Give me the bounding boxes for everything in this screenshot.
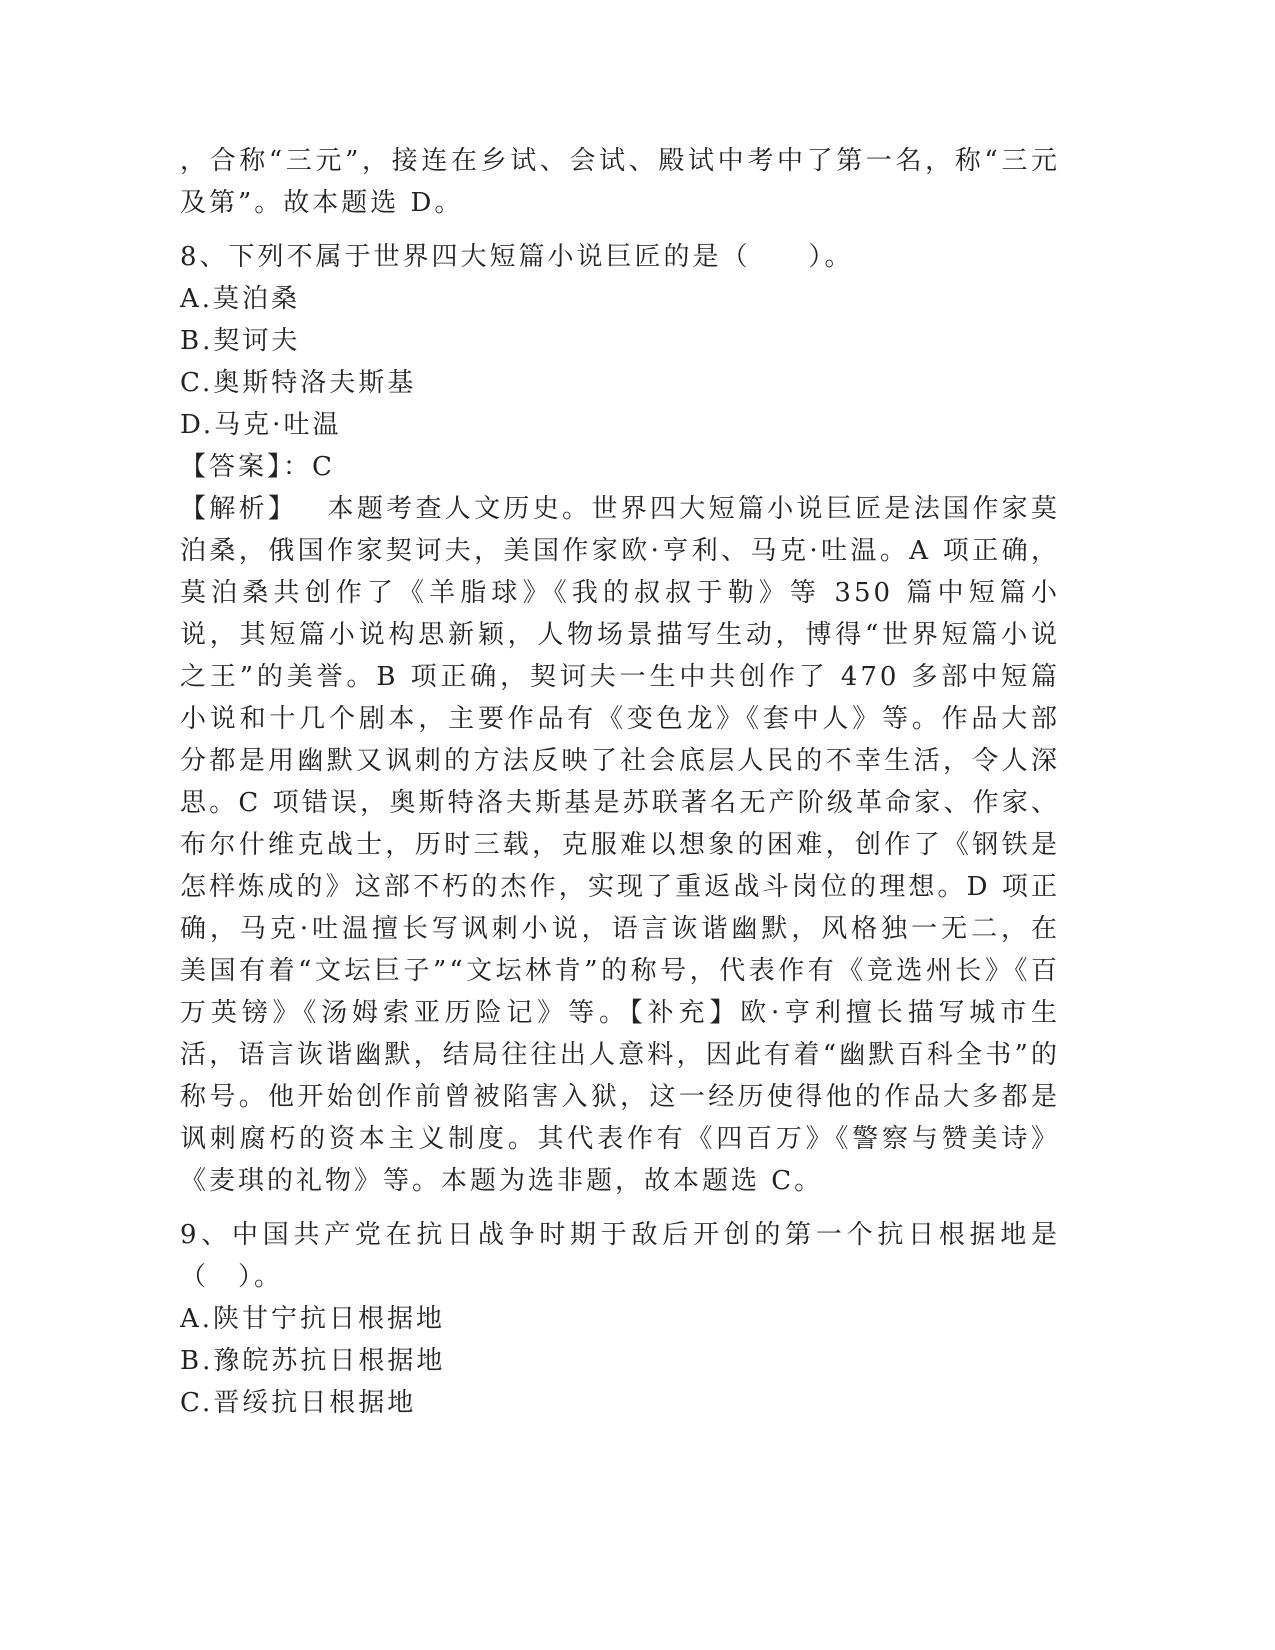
answer-label: 【答案】： — [180, 452, 313, 482]
continuation-text: ，合称“三元”，接连在乡试、会试、殿试中考中了第一名，称“三元及第”。故本题选 D。 — [180, 146, 1060, 218]
question-9-option-c: C.晋绥抗日根据地 — [180, 1388, 417, 1418]
question-9-stem: 9、中国共产党在抗日战争时期于敌后开创的第一个抗日根据地是（ ）。 — [180, 1220, 1060, 1292]
question-8-option-a: A.莫泊桑 — [180, 284, 301, 314]
previous-analysis-continuation — [180, 140, 1060, 224]
analysis-text: 本题考查人文历史。世界四大短篇小说巨匠是法国作家莫泊桑，俄国作家契诃夫，美国作家欧·亨利、马克·吐温。A 项正确，莫泊桑共创作了《羊脂球》《我的叔叔于勒》等 350 篇中短篇小说，其短篇小说构思新颖，人物场景描写生动，博得“世界短篇小说之王”的美誉。B 项正确，契诃夫一生中共创作了 470 多部中短篇小说和十几个剧本，主要作品有《变色龙》《套中人》等。作品大部分都是用幽默又讽刺的方法反映了社会底层人民的不幸生活，令人深思。C 项错误，奥斯特洛夫斯基是苏联著名无产阶级革命家、作家、布尔什维克战士，历时三载，克服难以想象的困难，创作了《钢铁是怎样炼成的》这部不朽的杰作，实现了重返战斗岗位的理想。D 项正确，马克·吐温擅长写讽刺小说，语言诙谐幽默，风格独一无二，在美国有着“文坛巨子”“文坛林肯”的称号，代表作有《竞选州长》《百万英镑》《汤姆索亚历险记》等。【补充】欧·亨利擅长描写城市生活，语言诙谐幽默，结局往往出人意料，因此有着“幽默百科全书”的称号。他开始创作前曾被陷害入狱，这一经历使得他的作品大多都是讽刺腐朽的资本主义制度。其代表作有《四百万》《警察与赞美诗》《麦琪的礼物》等。本题为选非题，故本题选 C。 — [180, 494, 1060, 1196]
question-8-answer — [180, 446, 1060, 488]
question-8-option-c: C.奥斯特洛夫斯基 — [180, 368, 417, 398]
question-8-stem: 8、下列不属于世界四大短篇小说巨匠的是（ ）。 — [180, 242, 854, 272]
answer-value: C — [312, 452, 335, 482]
question-8-analysis — [180, 488, 1060, 1202]
document-page — [180, 140, 1060, 1436]
question-9 — [180, 1214, 1060, 1424]
question-9-option-b: B.豫皖苏抗日根据地 — [180, 1346, 446, 1376]
question-8-option-d: D.马克·吐温 — [180, 410, 342, 440]
question-8 — [180, 236, 1060, 1202]
question-8-option-b: B.契诃夫 — [180, 326, 301, 356]
question-9-option-a: A.陕甘宁抗日根据地 — [180, 1304, 446, 1334]
analysis-label: 【解析】 — [180, 494, 298, 524]
